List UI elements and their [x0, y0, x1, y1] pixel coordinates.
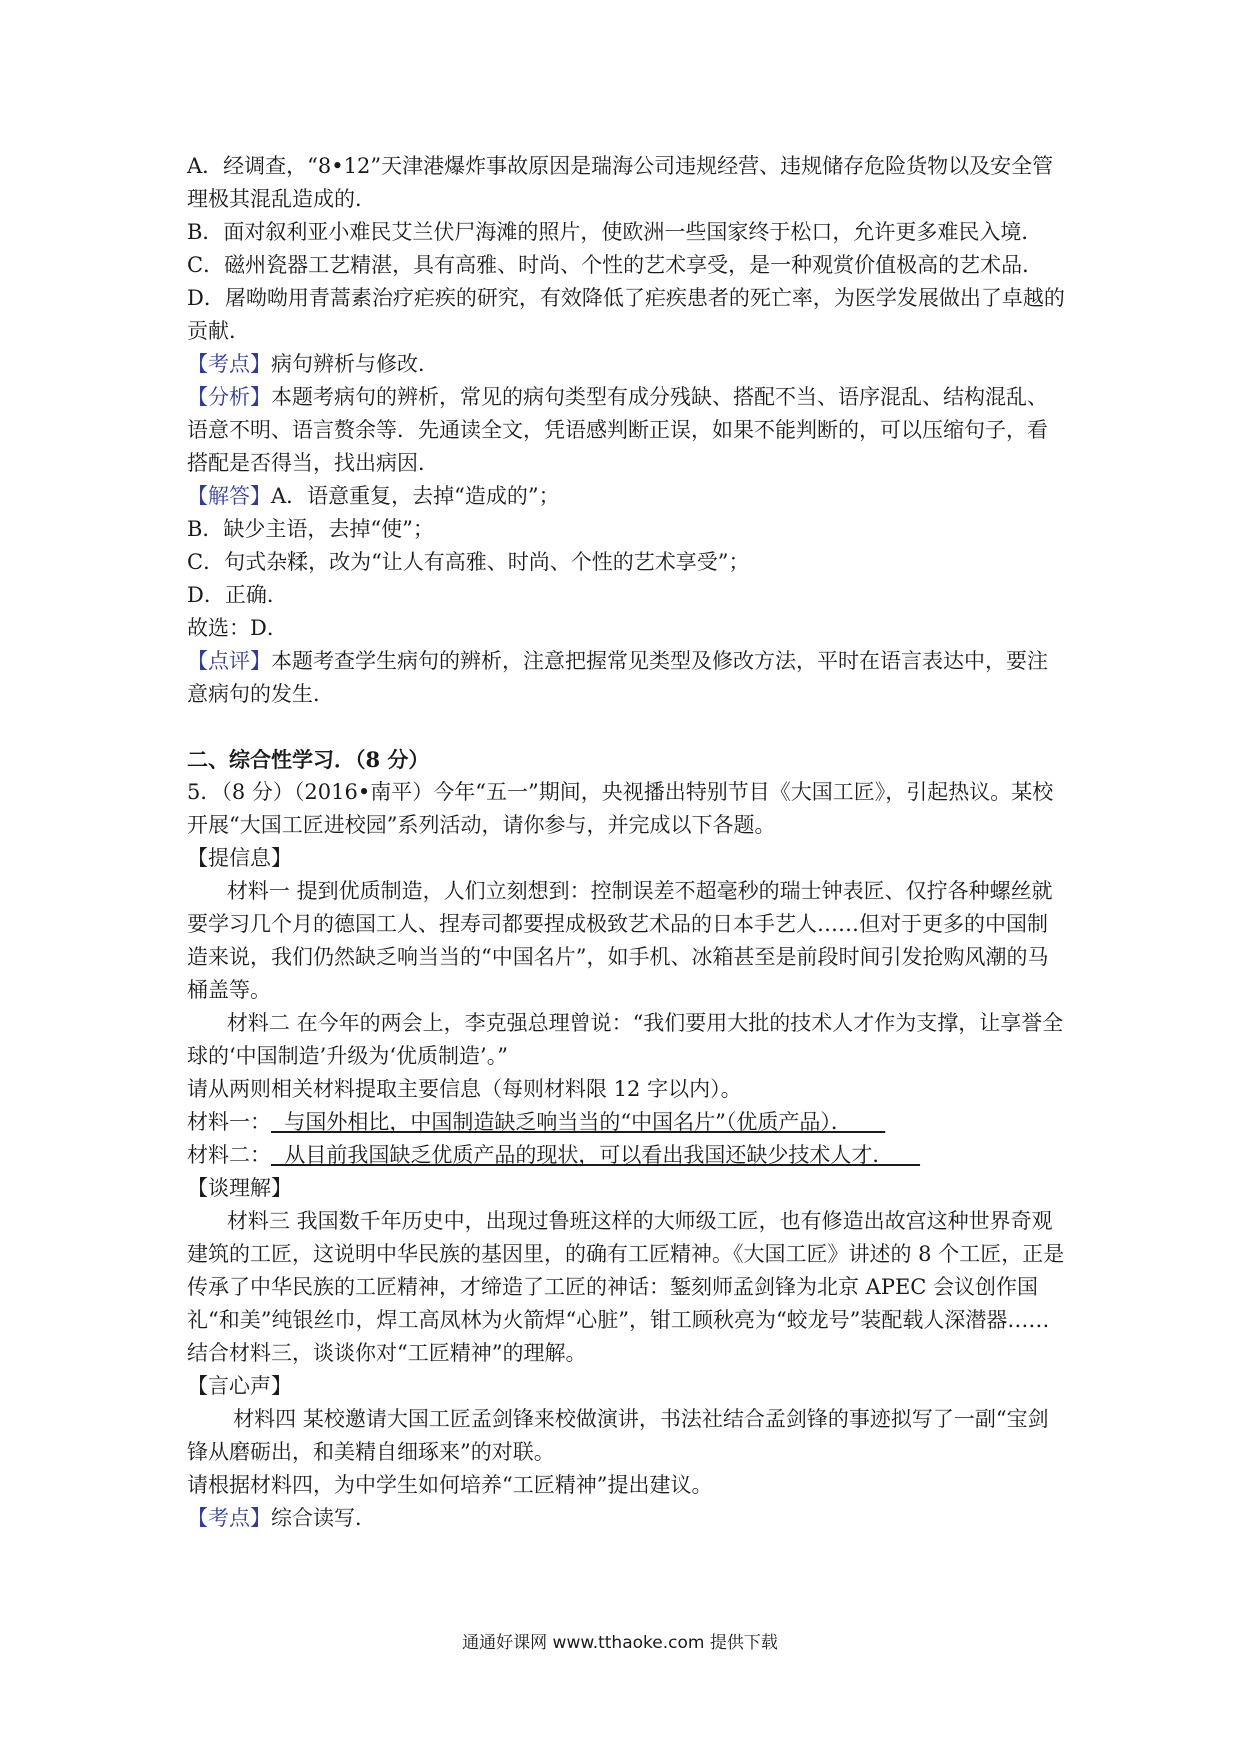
fenxi-tag: 【分析】: [187, 385, 271, 409]
jieda-a: A．语意重复，去掉“造成的”；: [271, 484, 560, 508]
answer-2-label: 材料二：: [187, 1143, 271, 1167]
option-a: A．经调查，“8•12”天津港爆炸事故原因是瑞海公司违规经营、违规储存危险货物以及安全管理极其混乱造成的．: [187, 154, 1054, 211]
option-b: B．面对叙利亚小难民艾兰伏尸海滩的照片，使欧洲一些国家终于松口，允许更多难民入境．: [187, 220, 1043, 244]
fenxi-line: [187, 381, 1067, 480]
tanlijie-heading: 【谈理解】: [187, 1176, 292, 1200]
section-title: 二、综合性学习．（8 分）: [187, 747, 430, 772]
jieda-d: D．正确．: [187, 583, 288, 607]
kaodian-line-2: [187, 1502, 1067, 1535]
jieda-c: C．句式杂糅，改为“让人有高雅、时尚、个性的艺术享受”；: [187, 550, 750, 574]
kaodian-text-2: 综合读写．: [271, 1506, 376, 1530]
option-c: C．磁州瓷器工艺精湛，具有高雅、时尚、个性的艺术享受，是一种观赏价值极高的艺术品．: [187, 253, 1044, 277]
answer-1-line: [187, 1106, 1067, 1139]
option-d: D．屠呦呦用青蒿素治疗疟疾的研究，有效降低了疟疾患者的死亡率，为医学发展做出了卓越的贡献．: [187, 286, 1065, 343]
dianping-tag: 【点评】: [187, 649, 271, 673]
answer-2-line: [187, 1139, 1067, 1172]
answer-choice: 故选：D．: [187, 616, 288, 640]
material-1: 材料一 提到优质制造，人们立刻想到：控制误差不超毫秒的瑞士钟表匠、仅拧各种螺丝就要学习几个月的德国工人、捏寿司都要捏成极致艺术品的日本手艺人……但对于更多的中国制造来说，我们仍然缺乏响当当的“中国名片”，如手机、冰箱甚至是前段时间引发抢购风潮的马桶盖等。: [187, 879, 1053, 1002]
material-3: 材料三 我国数千年历史中，出现过鲁班这样的大师级工匠，也有修造出故宫这种世界奇观建筑的工匠，这说明中华民族的基因里，的确有工匠精神。《大国工匠》讲述的 8 个工匠，正是传承了中华民族的工匠精神，才缔造了工匠的神话：錾刻师孟剑锋为北京 APEC 会议创作国礼“和美”纯银丝巾，焊工高凤林为火箭焊“心脏”，钳工顾秋亮为“蛟龙号”装配载人深潜器……: [187, 1209, 1065, 1332]
page-footer: 通通好课网 www.tthaoke.com 提供下载: [462, 1633, 778, 1653]
dianping-line: [187, 645, 1067, 711]
yanxinsheng-heading: 【言心声】: [187, 1374, 292, 1398]
kaodian-tag: 【考点】: [187, 352, 271, 376]
yanxinsheng-question: 请根据材料四，为中学生如何培养“工匠精神”提出建议。: [187, 1473, 713, 1497]
document-body: [187, 150, 1067, 1535]
kaodian-tag-2: 【考点】: [187, 1506, 271, 1530]
tanlijie-question: 结合材料三，谈谈你对“工匠精神”的理解。: [187, 1341, 587, 1365]
kaodian-text: 病句辨析与修改．: [271, 352, 439, 376]
material-2: 材料二 在今年的两会上，李克强总理曾说：“我们要用大批的技术人才作为支撑，让享誉全球的‘中国制造’升级为‘优质制造’。”: [187, 1011, 1064, 1068]
q5-stem: 5．（8 分）（2016•南平）今年“五一”期间，央视播出特别节目《大国工匠》，引起热议。某校开展“大国工匠进校园”系列活动，请你参与，并完成以下各题。: [187, 780, 1054, 837]
dianping-text: 本题考查学生病句的辨析，注意把握常见类型及修改方法，平时在语言表达中，要注意病句的发生．: [187, 649, 1048, 706]
jieda-b: B．缺少主语，去掉“使”；: [187, 517, 434, 541]
answer-1: 与国外相比，中国制造缺乏响当当的“中国名片”（优质产品）．: [271, 1110, 886, 1134]
extract-instruction: 请从两则相关材料提取主要信息（每则材料限 12 字以内）。: [187, 1077, 742, 1101]
fenxi-text: 本题考病句的辨析，常见的病句类型有成分残缺、搭配不当、语序混乱、结构混乱、语意不明、语言赘余等．先通读全文，凭语感判断正误，如果不能判断的，可以压缩句子，看搭配是否得当，找出病因．: [187, 385, 1048, 475]
jieda-line: [187, 480, 1067, 513]
answer-2: 从目前我国缺乏优质产品的现状，可以看出我国还缺少技术人才．: [271, 1143, 921, 1167]
material-4: 材料四 某校邀请大国工匠孟剑锋来校做演讲，书法社结合孟剑锋的事迹拟写了一副“宝剑锋从磨砺出，和美精自细琢来”的对联。: [187, 1407, 1049, 1464]
answer-1-label: 材料一：: [187, 1110, 271, 1134]
tixinxi-heading: 【提信息】: [187, 846, 292, 870]
kaodian-line: [187, 348, 1067, 381]
jieda-tag: 【解答】: [187, 484, 271, 508]
